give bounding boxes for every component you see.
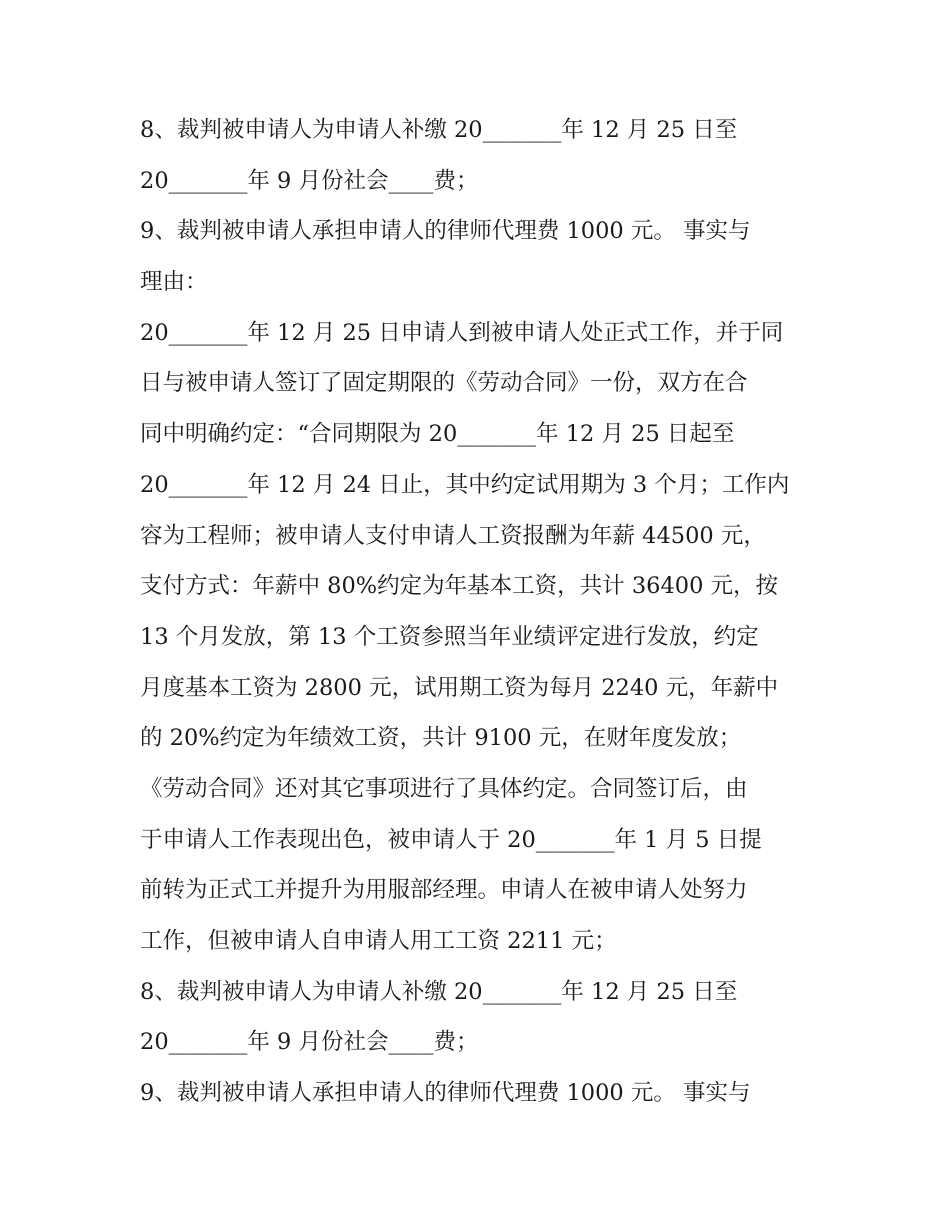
text-line: 20_______年 12 月 24 日止，其中约定试用期为 3 个月；工作内 — [140, 471, 790, 498]
text-line: 8、裁判被申请人为申请人补缴 20_______年 12 月 25 日至 — [140, 117, 738, 143]
text-line: 容为工程师；被申请人支付申请人工资报酬为年薪 44500 元， — [140, 522, 766, 549]
text-line: 的 20%约定为年绩效工资，共计 9100 元，在财年度发放； — [140, 725, 742, 752]
text-line: 20_______年 12 月 25 日申请人到被申请人处正式工作，并于同 — [140, 319, 784, 346]
text-line: 月度基本工资为 2800 元，试用期工资为每月 2240 元，年薪中 — [140, 674, 779, 701]
text-line: 20_______年 9 月份社会____费； — [140, 1029, 479, 1056]
text-line: 前转为正式工并提升为用服部经理。申请人在被申请人处努力 — [140, 877, 748, 904]
document-body — [140, 110, 830, 1124]
text-line: 同中明确约定：“合同期限为 20_______年 12 月 25 日起至 — [140, 421, 735, 448]
text-line: 日与被申请人签订了固定期限的《劳动合同》一份，双方在合 — [140, 370, 748, 397]
text-line: 理由： — [140, 269, 208, 296]
text-line: 20_______年 9 月份社会____费； — [140, 167, 479, 194]
text-line: 支付方式：年薪中 80%约定为年基本工资，共计 36400 元，按 — [140, 573, 779, 600]
text-line: 工作，但被申请人自申请人用工工资 2211 元； — [140, 928, 617, 954]
text-line: 9、裁判被申请人承担申请人的律师代理费 1000 元。 事实与 — [140, 218, 751, 245]
text-line: 13 个月发放，第 13 个工资参照当年业绩评定进行发放，约定 — [140, 623, 759, 650]
text-line: 《劳动合同》还对其它事项进行了具体约定。合同签订后，由 — [140, 775, 748, 802]
text-line: 8、裁判被申请人为申请人补缴 20_______年 12 月 25 日至 — [140, 978, 738, 1005]
text-line: 于申请人工作表现出色，被申请人于 20_______年 1 月 5 日提 — [140, 826, 762, 853]
text-line: 9、裁判被申请人承担申请人的律师代理费 1000 元。 事实与 — [140, 1080, 751, 1107]
